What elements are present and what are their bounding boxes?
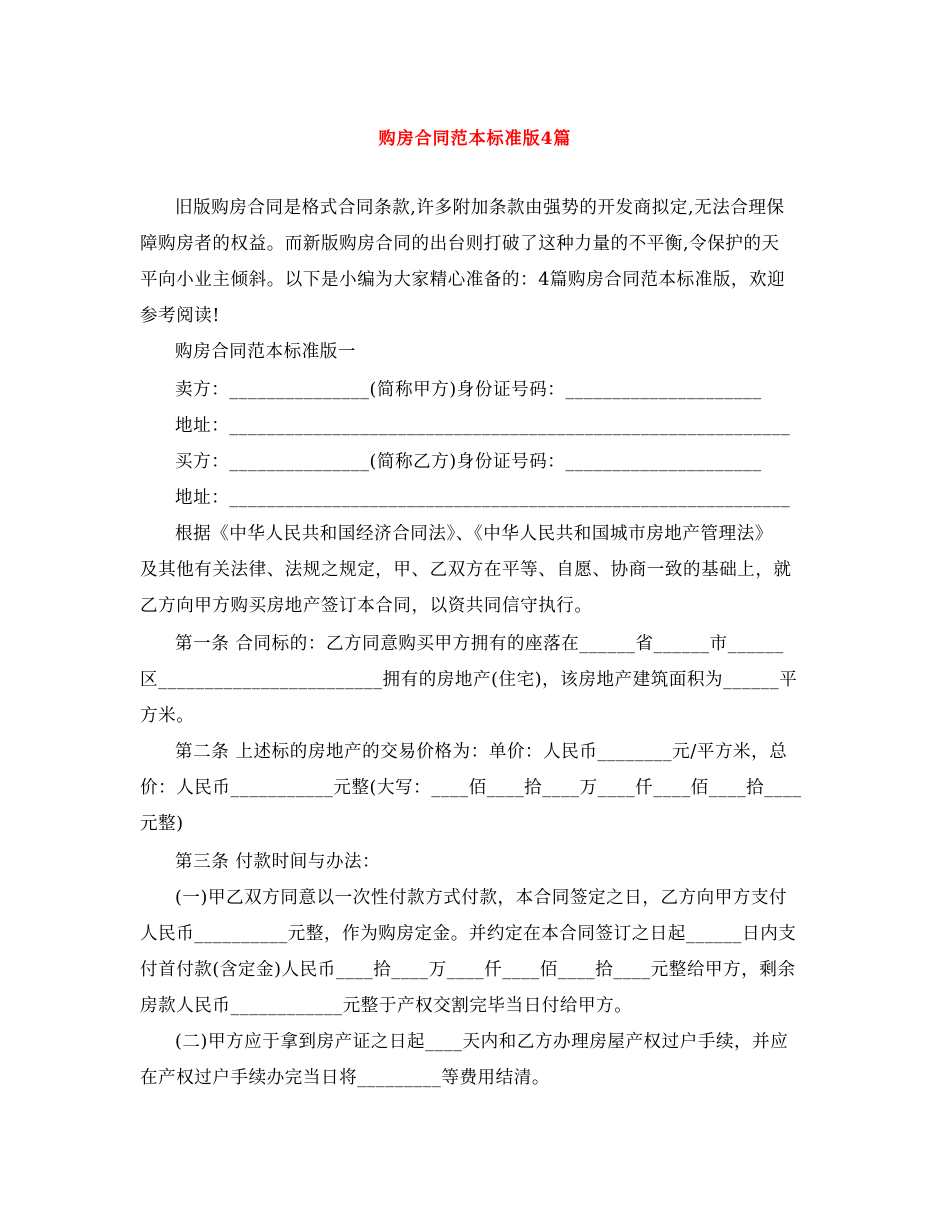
buyer-field-line: 买方：_______________(简称乙方)身份证号码：_____________________ [175,452,762,472]
buyer-address-line: 地址：____________________________________________________________ [175,488,791,508]
paragraph-line: 平向小业主倾斜。以下是小编为大家精心准备的：4篇购房合同范本标准版，欢迎 [140,270,786,290]
paragraph-line: 参考阅读! [140,306,221,326]
paragraph-line: 旧版购房合同是格式合同条款,许多附加条款由强势的开发商拟定,无法合理保 [175,198,785,218]
paragraph-line: 根据《中华人民共和国经济合同法》、《中华人民共和国城市房地产管理法》 [175,524,773,544]
article-3-line: 在产权过户手续办完当日将_________等费用结清。 [140,1068,550,1088]
article-3-line: 第三条 付款时间与办法： [175,852,381,872]
article-2-line: 元整) [140,814,184,834]
article-3-line: 付首付款(含定金)人民币____拾____万____仟____佰____拾____元整给甲方，剩余 [140,960,796,980]
article-2-line: 第二条 上述标的房地产的交易价格为：单价：人民币________元/平方米，总 [175,742,788,762]
article-1-line: 区________________________拥有的房地产(住宅)，该房地产建筑面积为______平 [140,670,798,690]
article-3-line: 房款人民币____________元整于产权交割完毕当日付给甲方。 [140,996,633,1016]
paragraph-line: 障购房者的权益。而新版购房合同的出台则打破了这种力量的不平衡,令保护的天 [140,234,780,254]
article-3-line: (一)甲乙双方同意以一次性付款方式付款，本合同签定之日，乙方向甲方支付 [175,888,788,908]
article-2-line: 价：人民币___________元整(大写：____佰____拾____万____仟____佰____拾____ [140,778,802,798]
document-title: 购房合同范本标准版4篇 [378,129,572,149]
article-1-line: 方米。 [140,706,195,726]
seller-field-line: 卖方：_______________(简称甲方)身份证号码：_____________________ [175,380,762,400]
article-1-line: 第一条 合同标的：乙方同意购买甲方拥有的座落在______省______市______ [175,634,784,654]
section-heading: 购房合同范本标准版一 [175,342,356,362]
paragraph-line: 及其他有关法律、法规之规定，甲、乙双方在平等、自愿、协商一致的基础上，就 [140,560,792,580]
article-3-line: (二)甲方应于拿到房产证之日起____天内和乙方办理房屋产权过户手续，并应 [175,1032,789,1052]
paragraph-line: 乙方向甲方购买房地产签订本合同，以资共同信守执行。 [140,596,593,616]
seller-address-line: 地址：____________________________________________________________ [175,416,791,436]
article-3-line: 人民币__________元整，作为购房定金。并约定在本合同签订之日起______日内支 [140,924,797,944]
